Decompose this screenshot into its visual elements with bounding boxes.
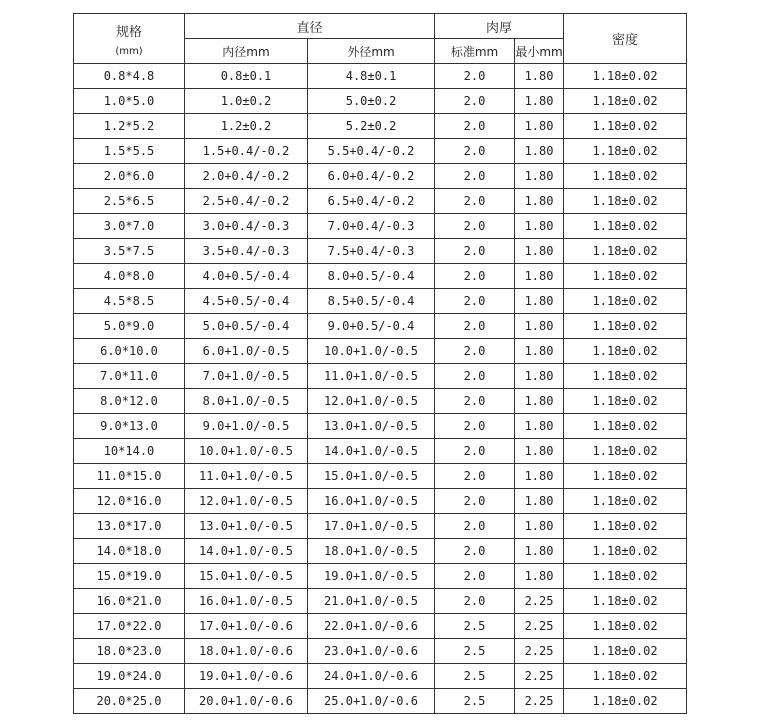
- cell-spec: 15.0*19.0: [74, 564, 185, 589]
- table-row: [74, 464, 687, 489]
- cell-spec: 19.0*24.0: [74, 664, 185, 689]
- cell-outer-diameter: 5.0±0.2: [308, 89, 435, 114]
- table-row: [74, 589, 687, 614]
- table-row: [74, 639, 687, 664]
- table-row: [74, 514, 687, 539]
- cell-wall-minimum: 2.25: [515, 639, 564, 664]
- table-row: [74, 214, 687, 239]
- cell-wall-standard: 2.0: [435, 489, 515, 514]
- table-row: [74, 139, 687, 164]
- cell-density: 1.18±0.02: [564, 664, 687, 689]
- cell-density: 1.18±0.02: [564, 539, 687, 564]
- cell-wall-standard: 2.0: [435, 414, 515, 439]
- table-row: [74, 689, 687, 714]
- cell-spec: 11.0*15.0: [74, 464, 185, 489]
- cell-density: 1.18±0.02: [564, 564, 687, 589]
- header-inner-diameter: 内径mm: [185, 39, 308, 64]
- cell-wall-standard: 2.0: [435, 364, 515, 389]
- cell-inner-diameter: 2.0+0.4/-0.2: [185, 164, 308, 189]
- cell-spec: 5.0*9.0: [74, 314, 185, 339]
- cell-outer-diameter: 21.0+1.0/-0.5: [308, 589, 435, 614]
- cell-wall-minimum: 1.80: [515, 489, 564, 514]
- cell-density: 1.18±0.02: [564, 489, 687, 514]
- cell-wall-standard: 2.0: [435, 389, 515, 414]
- cell-spec: 1.5*5.5: [74, 139, 185, 164]
- header-wall-thickness: 肉厚: [435, 14, 564, 39]
- cell-wall-standard: 2.0: [435, 439, 515, 464]
- table-header: [74, 14, 687, 64]
- table-row: [74, 414, 687, 439]
- header-spec-unit: (mm): [115, 45, 143, 57]
- table-row: [74, 364, 687, 389]
- cell-wall-standard: 2.5: [435, 614, 515, 639]
- cell-wall-minimum: 1.80: [515, 389, 564, 414]
- table-row: [74, 564, 687, 589]
- cell-wall-standard: 2.0: [435, 264, 515, 289]
- cell-density: 1.18±0.02: [564, 364, 687, 389]
- cell-wall-minimum: 1.80: [515, 139, 564, 164]
- table-row: [74, 339, 687, 364]
- cell-outer-diameter: 8.0+0.5/-0.4: [308, 264, 435, 289]
- cell-wall-minimum: 2.25: [515, 664, 564, 689]
- cell-wall-minimum: 1.80: [515, 214, 564, 239]
- cell-inner-diameter: 1.0±0.2: [185, 89, 308, 114]
- cell-density: 1.18±0.02: [564, 89, 687, 114]
- cell-density: 1.18±0.02: [564, 339, 687, 364]
- cell-inner-diameter: 1.5+0.4/-0.2: [185, 139, 308, 164]
- cell-outer-diameter: 24.0+1.0/-0.6: [308, 664, 435, 689]
- header-wall-standard: 标准mm: [435, 39, 515, 64]
- cell-density: 1.18±0.02: [564, 289, 687, 314]
- cell-wall-standard: 2.5: [435, 689, 515, 714]
- table-row: [74, 389, 687, 414]
- cell-outer-diameter: 7.5+0.4/-0.3: [308, 239, 435, 264]
- header-wall-minimum: 最小mm: [515, 39, 564, 64]
- table-row: [74, 614, 687, 639]
- cell-wall-minimum: 1.80: [515, 514, 564, 539]
- cell-wall-standard: 2.0: [435, 89, 515, 114]
- cell-spec: 7.0*11.0: [74, 364, 185, 389]
- cell-spec: 12.0*16.0: [74, 489, 185, 514]
- cell-wall-standard: 2.0: [435, 589, 515, 614]
- cell-spec: 4.0*8.0: [74, 264, 185, 289]
- header-spec-label: 规格: [115, 24, 142, 40]
- cell-outer-diameter: 19.0+1.0/-0.5: [308, 564, 435, 589]
- cell-spec: 9.0*13.0: [74, 414, 185, 439]
- header-diameter: 直径: [185, 14, 435, 39]
- cell-spec: 16.0*21.0: [74, 589, 185, 614]
- cell-wall-minimum: 1.80: [515, 164, 564, 189]
- cell-wall-minimum: 1.80: [515, 439, 564, 464]
- cell-density: 1.18±0.02: [564, 514, 687, 539]
- cell-inner-diameter: 3.0+0.4/-0.3: [185, 214, 308, 239]
- table-row: [74, 114, 687, 139]
- header-outer-diameter: 外径mm: [308, 39, 435, 64]
- cell-wall-standard: 2.0: [435, 464, 515, 489]
- cell-wall-minimum: 1.80: [515, 114, 564, 139]
- cell-spec: 1.2*5.2: [74, 114, 185, 139]
- table-row: [74, 664, 687, 689]
- table-row: [74, 439, 687, 464]
- table-body: [74, 64, 687, 714]
- cell-outer-diameter: 8.5+0.5/-0.4: [308, 289, 435, 314]
- cell-density: 1.18±0.02: [564, 139, 687, 164]
- cell-inner-diameter: 5.0+0.5/-0.4: [185, 314, 308, 339]
- cell-outer-diameter: 17.0+1.0/-0.5: [308, 514, 435, 539]
- cell-density: 1.18±0.02: [564, 189, 687, 214]
- cell-inner-diameter: 19.0+1.0/-0.6: [185, 664, 308, 689]
- cell-inner-diameter: 18.0+1.0/-0.6: [185, 639, 308, 664]
- cell-spec: 17.0*22.0: [74, 614, 185, 639]
- cell-wall-minimum: 1.80: [515, 314, 564, 339]
- cell-inner-diameter: 9.0+1.0/-0.5: [185, 414, 308, 439]
- cell-wall-standard: 2.0: [435, 164, 515, 189]
- cell-outer-diameter: 16.0+1.0/-0.5: [308, 489, 435, 514]
- cell-outer-diameter: 6.0+0.4/-0.2: [308, 164, 435, 189]
- cell-wall-minimum: 1.80: [515, 239, 564, 264]
- cell-outer-diameter: 7.0+0.4/-0.3: [308, 214, 435, 239]
- cell-wall-standard: 2.0: [435, 139, 515, 164]
- table-row: [74, 289, 687, 314]
- cell-outer-diameter: 12.0+1.0/-0.5: [308, 389, 435, 414]
- cell-density: 1.18±0.02: [564, 64, 687, 89]
- cell-spec: 0.8*4.8: [74, 64, 185, 89]
- cell-density: 1.18±0.02: [564, 639, 687, 664]
- cell-wall-standard: 2.0: [435, 314, 515, 339]
- cell-inner-diameter: 2.5+0.4/-0.2: [185, 189, 308, 214]
- cell-density: 1.18±0.02: [564, 464, 687, 489]
- table-row: [74, 164, 687, 189]
- table-row: [74, 89, 687, 114]
- cell-spec: 3.5*7.5: [74, 239, 185, 264]
- cell-wall-minimum: 1.80: [515, 364, 564, 389]
- cell-spec: 14.0*18.0: [74, 539, 185, 564]
- cell-spec: 2.5*6.5: [74, 189, 185, 214]
- cell-wall-standard: 2.0: [435, 189, 515, 214]
- cell-wall-minimum: 1.80: [515, 339, 564, 364]
- cell-spec: 20.0*25.0: [74, 689, 185, 714]
- header-density: 密度: [564, 14, 687, 64]
- cell-density: 1.18±0.02: [564, 589, 687, 614]
- cell-wall-minimum: 1.80: [515, 89, 564, 114]
- cell-inner-diameter: 14.0+1.0/-0.5: [185, 539, 308, 564]
- cell-wall-standard: 2.0: [435, 114, 515, 139]
- cell-inner-diameter: 8.0+1.0/-0.5: [185, 389, 308, 414]
- cell-inner-diameter: 13.0+1.0/-0.5: [185, 514, 308, 539]
- cell-wall-minimum: 2.25: [515, 689, 564, 714]
- cell-wall-minimum: 1.80: [515, 414, 564, 439]
- cell-outer-diameter: 13.0+1.0/-0.5: [308, 414, 435, 439]
- header-spec: [74, 14, 185, 64]
- cell-density: 1.18±0.02: [564, 389, 687, 414]
- cell-wall-minimum: 2.25: [515, 614, 564, 639]
- cell-outer-diameter: 22.0+1.0/-0.6: [308, 614, 435, 639]
- spec-table: [73, 13, 687, 714]
- cell-outer-diameter: 14.0+1.0/-0.5: [308, 439, 435, 464]
- cell-wall-standard: 2.0: [435, 214, 515, 239]
- cell-inner-diameter: 1.2±0.2: [185, 114, 308, 139]
- cell-spec: 10*14.0: [74, 439, 185, 464]
- cell-inner-diameter: 7.0+1.0/-0.5: [185, 364, 308, 389]
- table-row: [74, 239, 687, 264]
- table-row: [74, 489, 687, 514]
- cell-wall-minimum: 2.25: [515, 589, 564, 614]
- cell-wall-minimum: 1.80: [515, 539, 564, 564]
- cell-density: 1.18±0.02: [564, 314, 687, 339]
- cell-outer-diameter: 5.5+0.4/-0.2: [308, 139, 435, 164]
- cell-wall-minimum: 1.80: [515, 64, 564, 89]
- cell-inner-diameter: 15.0+1.0/-0.5: [185, 564, 308, 589]
- table-row: [74, 264, 687, 289]
- cell-outer-diameter: 6.5+0.4/-0.2: [308, 189, 435, 214]
- cell-density: 1.18±0.02: [564, 164, 687, 189]
- cell-spec: 6.0*10.0: [74, 339, 185, 364]
- cell-spec: 18.0*23.0: [74, 639, 185, 664]
- cell-density: 1.18±0.02: [564, 689, 687, 714]
- cell-wall-standard: 2.0: [435, 564, 515, 589]
- cell-inner-diameter: 16.0+1.0/-0.5: [185, 589, 308, 614]
- cell-outer-diameter: 9.0+0.5/-0.4: [308, 314, 435, 339]
- table-row: [74, 314, 687, 339]
- cell-spec: 1.0*5.0: [74, 89, 185, 114]
- cell-inner-diameter: 0.8±0.1: [185, 64, 308, 89]
- cell-inner-diameter: 17.0+1.0/-0.6: [185, 614, 308, 639]
- cell-wall-minimum: 1.80: [515, 264, 564, 289]
- cell-wall-standard: 2.5: [435, 639, 515, 664]
- table-row: [74, 64, 687, 89]
- cell-inner-diameter: 4.5+0.5/-0.4: [185, 289, 308, 314]
- cell-inner-diameter: 6.0+1.0/-0.5: [185, 339, 308, 364]
- cell-density: 1.18±0.02: [564, 214, 687, 239]
- cell-wall-standard: 2.0: [435, 339, 515, 364]
- cell-outer-diameter: 18.0+1.0/-0.5: [308, 539, 435, 564]
- cell-wall-standard: 2.0: [435, 514, 515, 539]
- cell-spec: 3.0*7.0: [74, 214, 185, 239]
- cell-density: 1.18±0.02: [564, 614, 687, 639]
- cell-spec: 4.5*8.5: [74, 289, 185, 314]
- cell-inner-diameter: 12.0+1.0/-0.5: [185, 489, 308, 514]
- cell-wall-standard: 2.0: [435, 239, 515, 264]
- cell-wall-minimum: 1.80: [515, 289, 564, 314]
- cell-wall-standard: 2.0: [435, 539, 515, 564]
- cell-spec: 8.0*12.0: [74, 389, 185, 414]
- cell-inner-diameter: 4.0+0.5/-0.4: [185, 264, 308, 289]
- cell-density: 1.18±0.02: [564, 439, 687, 464]
- cell-outer-diameter: 23.0+1.0/-0.6: [308, 639, 435, 664]
- cell-wall-standard: 2.5: [435, 664, 515, 689]
- cell-density: 1.18±0.02: [564, 414, 687, 439]
- cell-wall-standard: 2.0: [435, 64, 515, 89]
- table-row: [74, 539, 687, 564]
- cell-density: 1.18±0.02: [564, 239, 687, 264]
- cell-wall-minimum: 1.80: [515, 189, 564, 214]
- cell-outer-diameter: 4.8±0.1: [308, 64, 435, 89]
- cell-outer-diameter: 5.2±0.2: [308, 114, 435, 139]
- cell-density: 1.18±0.02: [564, 114, 687, 139]
- cell-inner-diameter: 11.0+1.0/-0.5: [185, 464, 308, 489]
- cell-inner-diameter: 10.0+1.0/-0.5: [185, 439, 308, 464]
- cell-outer-diameter: 10.0+1.0/-0.5: [308, 339, 435, 364]
- cell-spec: 13.0*17.0: [74, 514, 185, 539]
- cell-outer-diameter: 25.0+1.0/-0.6: [308, 689, 435, 714]
- cell-spec: 2.0*6.0: [74, 164, 185, 189]
- cell-wall-standard: 2.0: [435, 289, 515, 314]
- cell-inner-diameter: 20.0+1.0/-0.6: [185, 689, 308, 714]
- cell-inner-diameter: 3.5+0.4/-0.3: [185, 239, 308, 264]
- cell-density: 1.18±0.02: [564, 264, 687, 289]
- cell-wall-minimum: 1.80: [515, 564, 564, 589]
- cell-outer-diameter: 11.0+1.0/-0.5: [308, 364, 435, 389]
- cell-outer-diameter: 15.0+1.0/-0.5: [308, 464, 435, 489]
- table-row: [74, 189, 687, 214]
- cell-wall-minimum: 1.80: [515, 464, 564, 489]
